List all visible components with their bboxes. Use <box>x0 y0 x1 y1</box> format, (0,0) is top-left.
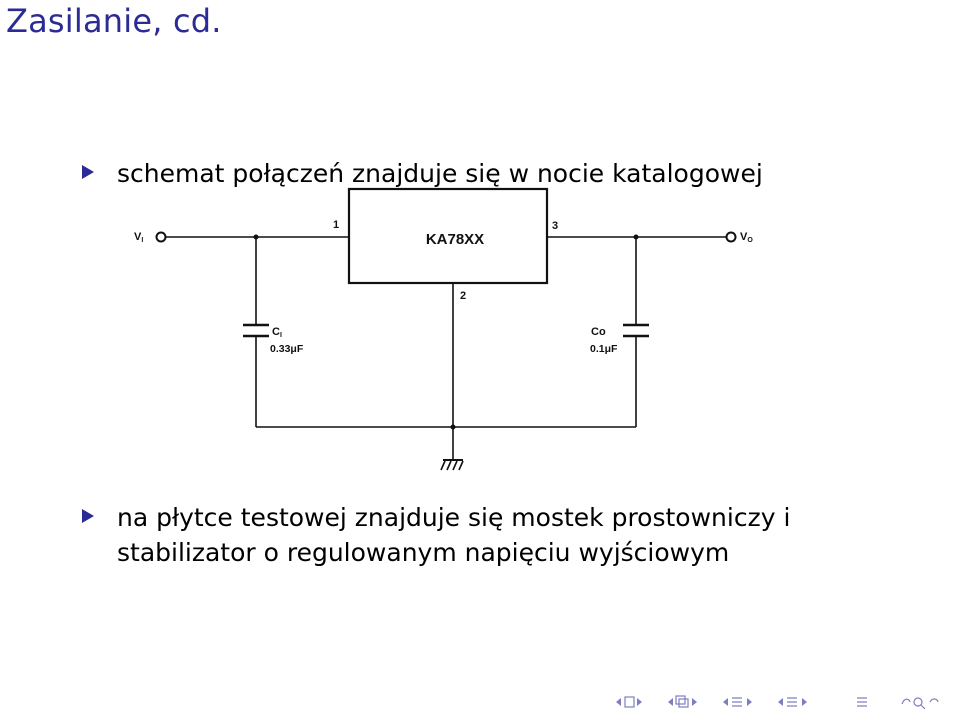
vout-label-sub: O <box>747 237 753 244</box>
prev-subsection-icon[interactable] <box>668 698 673 706</box>
vin-label <box>134 231 143 244</box>
capacitor-co <box>623 325 649 336</box>
ci-label-sub: I <box>279 332 282 339</box>
pin-2-label: 2 <box>460 290 467 302</box>
ic-label: KA78XX <box>425 231 485 248</box>
co-label: Co <box>591 326 606 338</box>
beamer-navigation-bar <box>612 692 952 712</box>
vout-label-main: V <box>740 231 748 243</box>
ci-value: 0.33μF <box>270 343 304 355</box>
vin-terminal <box>157 233 166 242</box>
pin-1-label: 1 <box>333 219 340 231</box>
bullet-text-line2: stabilizator o regulowanym napięciu wyjściowym <box>117 538 730 567</box>
next-subsection-icon[interactable] <box>692 698 697 706</box>
slide-title: Zasilanie, cd. <box>6 2 222 40</box>
bullet-text: schemat połączeń znajduje się w nocie katalogowej <box>117 159 763 188</box>
vin-label-main: V <box>134 231 142 243</box>
next-frame-icon[interactable] <box>637 698 642 706</box>
next-section-icon[interactable] <box>747 698 752 706</box>
align-icon[interactable] <box>857 698 867 706</box>
prev-frame-icon[interactable] <box>616 698 621 706</box>
subsection-icon[interactable] <box>676 696 688 707</box>
bullet-text-line1: na płytce testowej znajduje się mostek prostowniczy i <box>117 503 791 532</box>
co-value: 0.1μF <box>590 343 618 355</box>
bullet-triangle-icon <box>82 509 94 523</box>
prev-section-icon[interactable] <box>723 698 728 706</box>
ci-label <box>272 326 282 339</box>
frame-icon[interactable] <box>625 697 634 707</box>
search-icon[interactable] <box>902 698 938 709</box>
section-icon[interactable] <box>732 698 742 706</box>
pin-3-label: 3 <box>552 220 559 232</box>
vout-terminal <box>727 233 736 242</box>
vin-label-sub: I <box>141 237 144 244</box>
ci-label-main: C <box>272 326 280 338</box>
capacitor-ci <box>243 325 269 336</box>
vout-label <box>740 231 753 244</box>
